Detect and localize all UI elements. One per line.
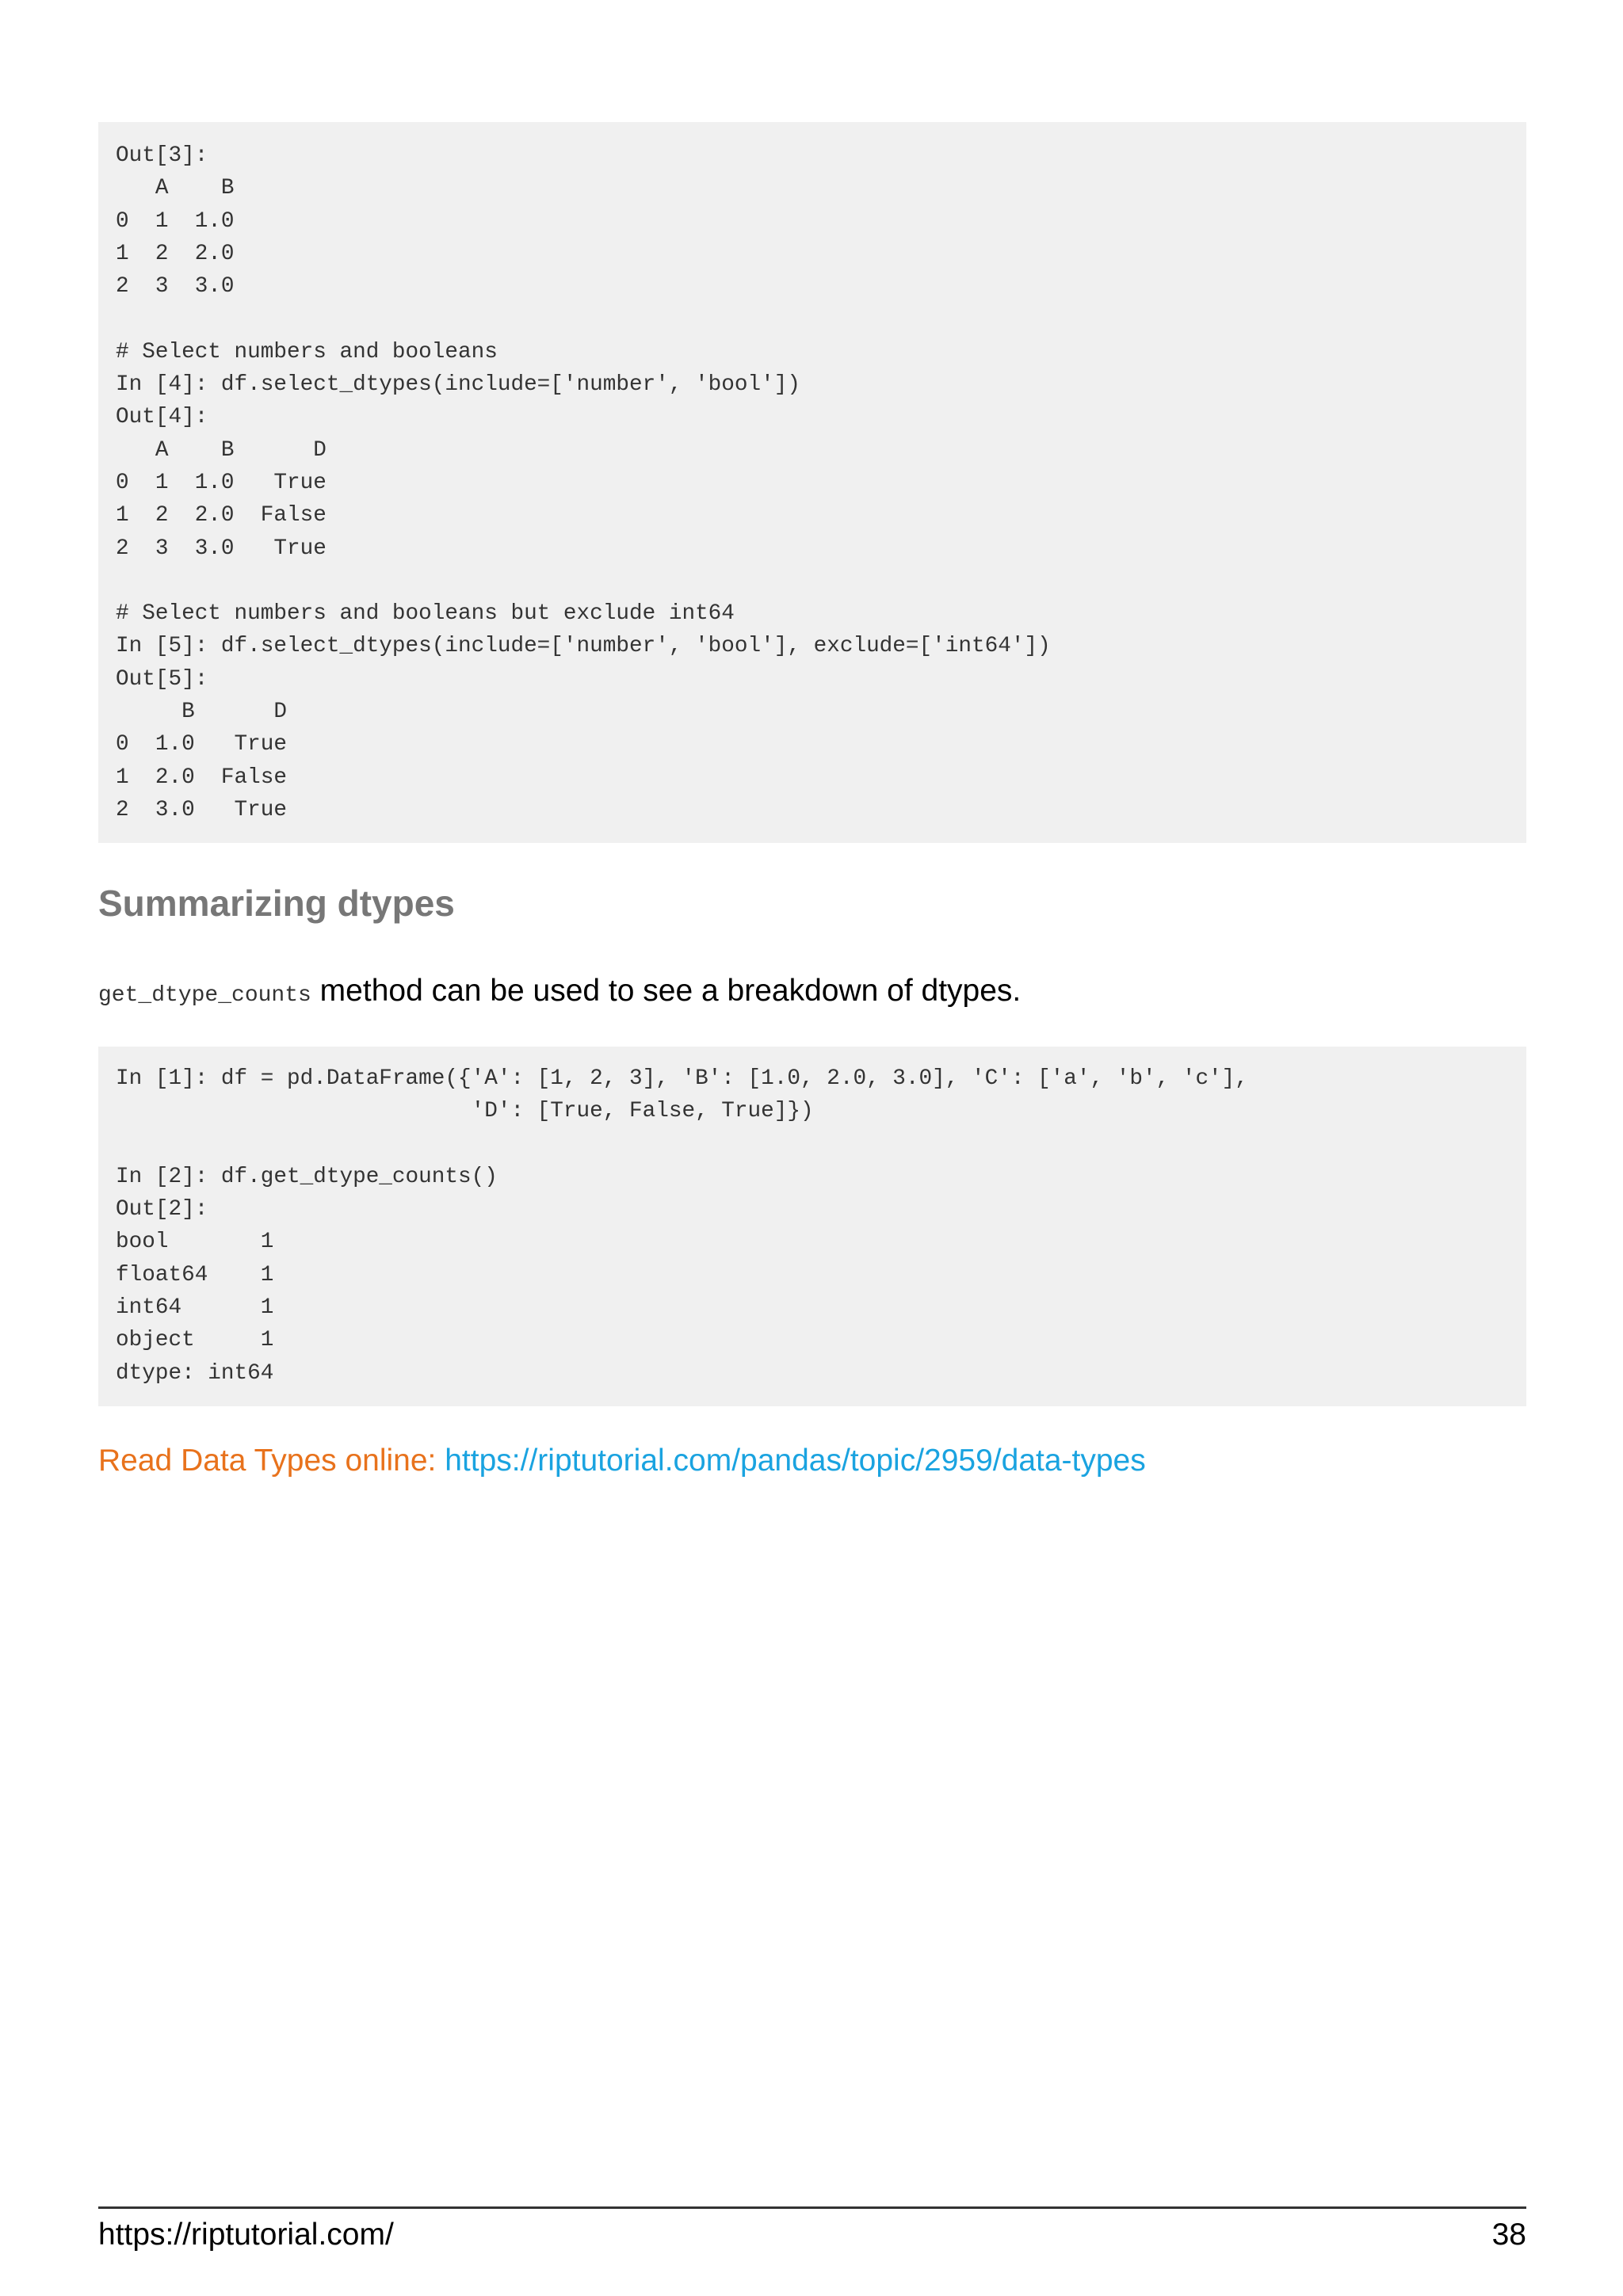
section-paragraph <box>98 969 1021 1018</box>
code-block-select-dtypes <box>98 122 1526 843</box>
code-block-dtype-counts <box>98 1047 1526 1406</box>
section-heading: Summarizing dtypes <box>98 883 455 924</box>
inline-code: get_dtype_counts <box>98 983 311 1008</box>
read-online-line <box>98 1439 1146 1483</box>
paragraph-text: method can be used to see a breakdown of dtypes. <box>311 974 1022 1008</box>
code-text: In [1]: df = pd.DataFrame({'A': [1, 2, 3], 'B': [1.0, 2.0, 3.0], 'C': ['a', 'b', 'c'], 'D': [True, False, True]}) In [2]: df.get_dtype_counts() Out[2]: bool 1 float64 1 int64 1 object 1 dtype: int64 <box>116 1066 1248 1386</box>
footer-divider <box>98 2206 1526 2209</box>
read-online-label: Read Data Types online: <box>98 1444 445 1478</box>
code-text: Out[3]: A B 0 1 1.0 1 2 2.0 2 3 3.0 # Select numbers and booleans In [4]: df.select_dtypes(include=['number', 'bool']) Out[4]: A B D 0 1 1.0 True 1 2 2.0 False 2 3 3.0 True # Select numbers and booleans but exclude int64 In [5]: df.select_dtypes(include=['number', 'bool'], exclude=['int64']) Out[5]: B D 0 1.0 True 1 2.0 False 2 3.0 True <box>116 143 1051 822</box>
footer-site-url: https://riptutorial.com/ <box>98 2218 394 2252</box>
document-page <box>98 0 1526 2296</box>
page-number: 38 <box>1491 2218 1526 2252</box>
topic-link[interactable]: https://riptutorial.com/pandas/topic/2959/data-types <box>445 1444 1146 1478</box>
